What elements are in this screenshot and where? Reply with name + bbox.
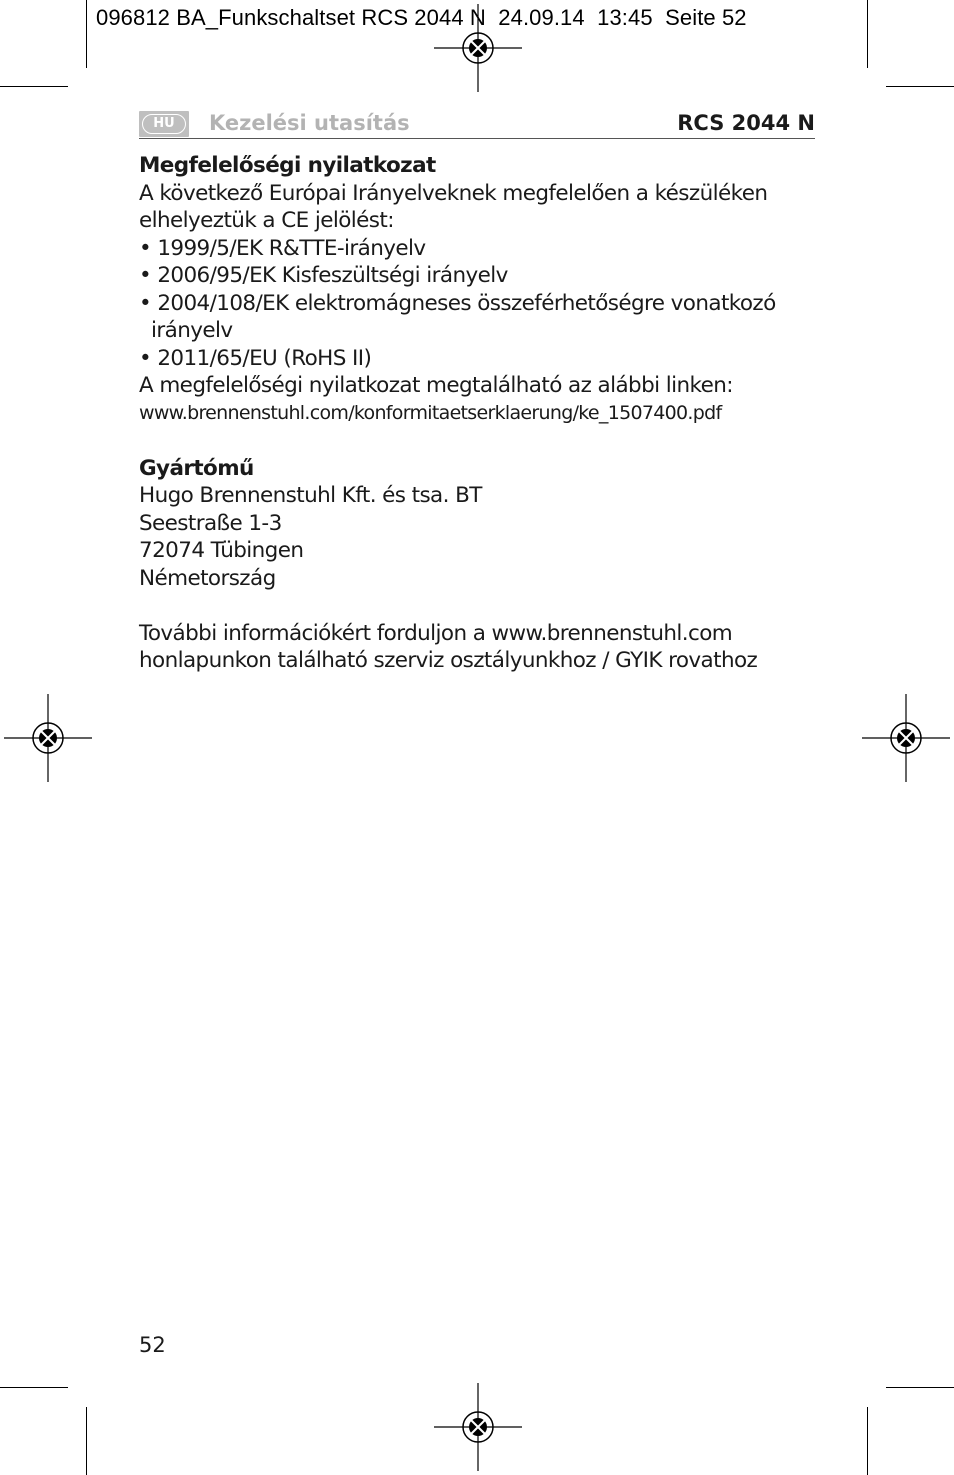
more-info-text: További információkért forduljon a www.brennenstuhl.com [139, 620, 733, 646]
more-info-text: honlapunkon található szerviz osztályunkhoz / GYIK rovathoz [139, 648, 758, 673]
directive-item: • 2004/108/EK elektromágneses összeférhetőségre vonatkozó [139, 290, 776, 316]
directive-item-continuation: irányelv [151, 318, 233, 343]
crop-mark [86, 1407, 87, 1475]
registration-mark-icon [434, 4, 522, 92]
directive-item: • 2011/65/EU (RoHS II) [139, 345, 372, 371]
crop-mark [886, 86, 954, 87]
declaration-link-text: A megfelelőségi nyilatkozat megtalálható az alábbi linken: [139, 373, 733, 398]
manufacturer-address-line: 72074 Tübingen [139, 538, 304, 563]
declaration-intro: elhelyeztük a CE jelölést: [139, 208, 394, 233]
language-badge [139, 111, 189, 137]
page-content [139, 152, 829, 675]
section-title: Kezelési utasítás [209, 111, 410, 135]
declaration-intro: A következő Európai Irányelveknek megfelelően a készüléken [139, 180, 768, 206]
page-number: 52 [139, 1333, 166, 1357]
crop-mark [886, 1387, 954, 1388]
crop-mark [0, 1387, 68, 1388]
print-slug: 096812 BA_Funkschaltset RCS 2044 N 24.09.14 13:45 Seite 52 [96, 5, 747, 30]
registration-mark-icon [4, 694, 92, 782]
crop-mark [0, 86, 68, 87]
declaration-heading: Megfelelőségi nyilatkozat [139, 153, 436, 178]
manufacturer-address-line: Németország [139, 565, 276, 591]
crop-mark [867, 0, 868, 68]
registration-mark-icon [862, 694, 950, 782]
registration-mark-icon [434, 1383, 522, 1471]
crop-mark [867, 1407, 868, 1475]
manufacturer-address-line: Seestraße 1-3 [139, 510, 282, 536]
model-name: RCS 2044 N [677, 111, 815, 135]
directive-item: • 1999/5/EK R&TTE-irányelv [139, 235, 426, 261]
manufacturer-heading: Gyártómű [139, 455, 254, 481]
directive-item: • 2006/95/EK Kisfeszültségi irányelv [139, 263, 508, 288]
page-header [139, 108, 815, 139]
manufacturer-address-line: Hugo Brennenstuhl Kft. és tsa. BT [139, 483, 482, 508]
declaration-url: www.brennenstuhl.com/konformitaetserklaerung/ke_1507400.pdf [139, 401, 722, 424]
crop-mark [86, 0, 87, 68]
language-badge-label: HU [142, 114, 186, 134]
